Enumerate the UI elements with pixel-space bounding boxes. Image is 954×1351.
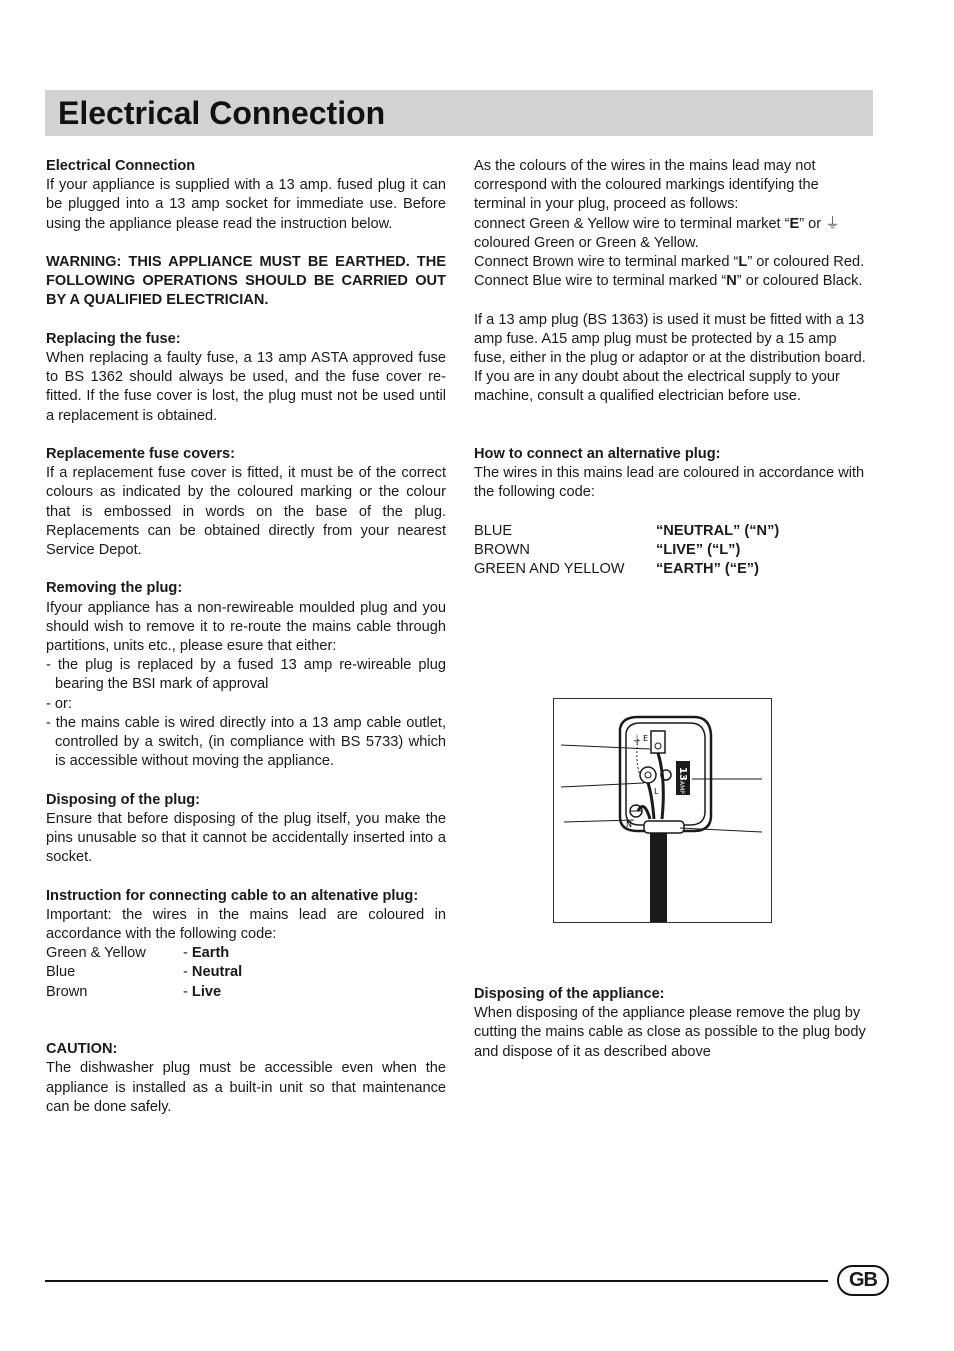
footer-rule xyxy=(45,1280,828,1282)
section-text: Ensure that before disposing of the plug itself, you make the pins unusable so that it cannot be accidentally inserted into a socket. xyxy=(46,810,446,866)
earth-terminal xyxy=(651,731,665,753)
terminal-label-n: N xyxy=(626,820,632,829)
wire-terminal: Neutral xyxy=(191,964,243,981)
earth-symbol-icon: ⏚ xyxy=(825,215,840,232)
title-bar xyxy=(45,90,873,136)
live-terminal xyxy=(640,767,656,783)
wire-terminal: Earth xyxy=(191,945,230,962)
section-heading: Electrical Connection xyxy=(46,158,196,174)
section-heading: Disposing of the plug: xyxy=(46,791,201,808)
section-wire-colours xyxy=(474,157,870,291)
right-column xyxy=(474,157,870,579)
svg-text:⏚: ⏚ xyxy=(632,735,642,746)
section-disposing-appliance xyxy=(474,985,870,1062)
section-caution xyxy=(46,1040,446,1117)
list-item: - the plug is replaced by a fused 13 amp re-wireable plug bearing the BSI mark of approval xyxy=(46,657,446,693)
wire-code-list xyxy=(474,522,870,580)
wire-code-row xyxy=(46,944,446,963)
section-heading: Removing the plug: xyxy=(46,580,183,597)
section-text: When disposing of the appliance please remove the plug by cutting the mains cable as close as possible to the plug body and dispose of it as described above xyxy=(474,1005,866,1060)
section-heading: Replacemente fuse covers: xyxy=(46,446,235,462)
wire-colour: GREEN AND YELLOW xyxy=(474,561,625,578)
page-title: Electrical Connection xyxy=(58,95,386,131)
section-alt-plug-instruction xyxy=(46,887,446,945)
section-13amp xyxy=(474,311,870,407)
country-badge: GB xyxy=(837,1265,889,1296)
wire-code-row xyxy=(474,522,870,541)
plug-wiring-diagram xyxy=(553,698,772,923)
wire-colour: Blue xyxy=(46,964,76,981)
wire-dash: - xyxy=(183,964,192,981)
instruction-brown: Connect Brown wire to terminal marked “L” or coloured Red. xyxy=(474,254,865,271)
section-heading: CAUTION: xyxy=(46,1041,118,1058)
wire-terminal: “LIVE” (“L”) xyxy=(656,542,741,558)
section-removing-plug xyxy=(46,579,446,771)
section-fuse-covers xyxy=(46,445,446,560)
list-item: - or: xyxy=(46,695,72,712)
fuse-rating: 13 xyxy=(677,767,688,781)
plug-illustration xyxy=(554,699,771,922)
section-text: When replacing a faulty fuse, a 13 amp ASTA approved fuse to BS 1362 should always be used, and the fuse cover re-fitted. If the fuse cover is lost, the plug must not be used until a replacement is obtained. xyxy=(46,350,446,424)
wire-terminal: Live xyxy=(191,983,222,1000)
wire-colour: Green & Yellow xyxy=(46,945,146,962)
wire-code-row xyxy=(46,963,446,982)
section-text: If a replacement fuse cover is fitted, it must be of the correct colours as indicated by the coloured marking or the colour that is embossed in words on the base of the plug. Replacements can be obtained directly from your nearest Service Depot. xyxy=(46,465,446,559)
section-heading: Disposing of the appliance: xyxy=(474,986,665,1002)
section-text: If your appliance is supplied with a 13 amp. fused plug it can be plugged into a 13 amp socket for immediate use. Before using the appliance please read the instruction below. xyxy=(46,177,446,232)
section-text: The wires in this mains lead are coloured in accordance with the following code: xyxy=(474,465,865,501)
section-heading: How to connect an alternative plug: xyxy=(474,446,721,462)
section-text: If you are in any doubt about the electrical supply to your machine, consult a qualified electrician before use. xyxy=(474,369,840,405)
section-text: The dishwasher plug must be accessible even when the appliance is installed as a built-in unit so that maintenance can be done safely. xyxy=(46,1060,446,1115)
mains-cable xyxy=(650,819,667,922)
section-heading: Instruction for connecting cable to an altenative plug: xyxy=(46,887,419,904)
wire-code-row xyxy=(474,560,870,579)
right-column-lower xyxy=(474,985,870,1081)
section-electrical-connection xyxy=(46,157,446,234)
section-text: Important: the wires in the mains lead are coloured in accordance with the following code: xyxy=(46,906,446,943)
left-column xyxy=(46,157,446,1136)
instruction-blue: Connect Blue wire to terminal marked “N” or coloured Black. xyxy=(474,273,863,290)
section-text: As the colours of the wires in the mains lead may not correspond with the coloured markings identifying the terminal in your plug, proceed as follows: xyxy=(474,158,819,213)
terminal-label-l: L xyxy=(654,787,659,796)
wire-terminal: “NEUTRAL” (“N”) xyxy=(656,522,780,539)
wire-terminal: “EARTH” (“E”) xyxy=(656,561,759,578)
wire-dash: - xyxy=(183,983,192,1000)
section-text: Ifyour appliance has a non-rewireable moulded plug and you should wish to remove it to re-route the mains cable through partitions, units etc., please esure that either: xyxy=(46,599,446,655)
section-replacing-fuse xyxy=(46,330,446,426)
wire-colour: BLUE xyxy=(474,522,513,539)
cord-grip xyxy=(644,821,684,833)
section-heading: Replacing the fuse: xyxy=(46,330,181,347)
section-alt-plug xyxy=(474,445,870,503)
wire-dash: - xyxy=(183,945,192,962)
wire-code-row xyxy=(474,541,870,560)
wire-code-list xyxy=(46,944,446,1002)
wire-colour: BROWN xyxy=(474,542,530,558)
section-disposing-plug xyxy=(46,791,446,868)
terminal-label-e: E xyxy=(643,734,649,743)
instruction-green: connect Green & Yellow wire to terminal market “E” or ⏚ coloured Green or Green & Yellow. xyxy=(474,215,840,251)
warning-text: WARNING: THIS APPLIANCE MUST BE EARTHED. THE FOLLOWING OPERATIONS SHOULD BE CARRIED OUT BY A QUALIFIED ELECTRICIAN. xyxy=(46,254,446,309)
list-item: - the mains cable is wired directly into a 13 amp cable outlet, controlled by a switch, (in compliance with BS 5733) which is accessible without moving the appliance. xyxy=(46,714,446,770)
wire-colour: Brown xyxy=(46,983,88,1000)
section-text: If a 13 amp plug (BS 1363) is used it must be fitted with a 13 amp fuse. A15 amp plug must be protected by a 15 amp fuse, either in the plug or adaptor or at the distribution board. xyxy=(474,311,866,367)
fuse-unit: AMP xyxy=(678,781,685,794)
wire-code-row xyxy=(46,983,446,1002)
